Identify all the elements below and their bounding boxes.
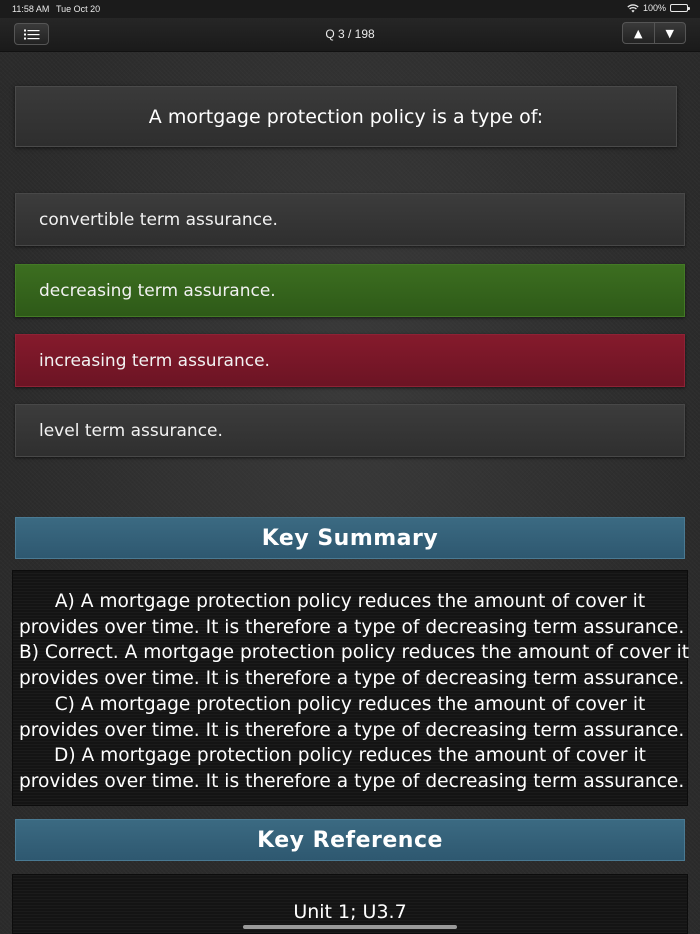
battery-percent: 100% [642,3,666,13]
summary-line: C) A mortgage protection policy reduces the amount of cover it [54,693,646,715]
reference-text: Unit 1; U3.7 [293,901,407,923]
summary-line: D) A mortgage protection policy reduces the amount of cover it [54,745,646,767]
question-nav-arrows [622,22,686,44]
question-counter: Q 3 / 198 [325,27,375,41]
question-text: A mortgage protection policy is a type of: [15,86,677,147]
home-indicator[interactable] [243,925,457,929]
status-time: 11:58 AM [12,4,50,14]
answer-option-d[interactable]: level term assurance. [15,404,685,457]
key-summary-body [12,570,688,806]
summary-line: A) A mortgage protection policy reduces the amount of cover it [54,591,646,612]
status-right [627,3,688,13]
status-date: Tue Oct 20 [56,4,101,14]
answer-option-a[interactable]: convertible term assurance. [15,193,685,246]
key-summary-header: Key Summary [15,517,685,559]
previous-question-button[interactable]: ▲ [634,26,643,40]
nav-bar [0,18,700,52]
status-bar [0,0,700,18]
summary-line: provides over time. It is therefore a type of decreasing term assurance. [19,719,685,741]
key-reference-header: Key Reference [15,819,685,861]
summary-line: provides over time. It is therefore a type of decreasing term assurance. [19,770,685,792]
summary-line: provides over time. It is therefore a type of decreasing term assurance. [19,668,685,690]
answer-option-b[interactable]: decreasing term assurance. [15,264,685,317]
battery-icon [670,4,688,12]
next-question-button[interactable]: ▼ [654,23,686,43]
summary-line: B) Correct. A mortgage protection policy reduces the amount of cover it [19,642,690,664]
summary-line: provides over time. It is therefore a type of decreasing term assurance. [19,616,685,638]
answer-option-c[interactable]: increasing term assurance. [15,334,685,387]
wifi-icon [627,4,639,13]
